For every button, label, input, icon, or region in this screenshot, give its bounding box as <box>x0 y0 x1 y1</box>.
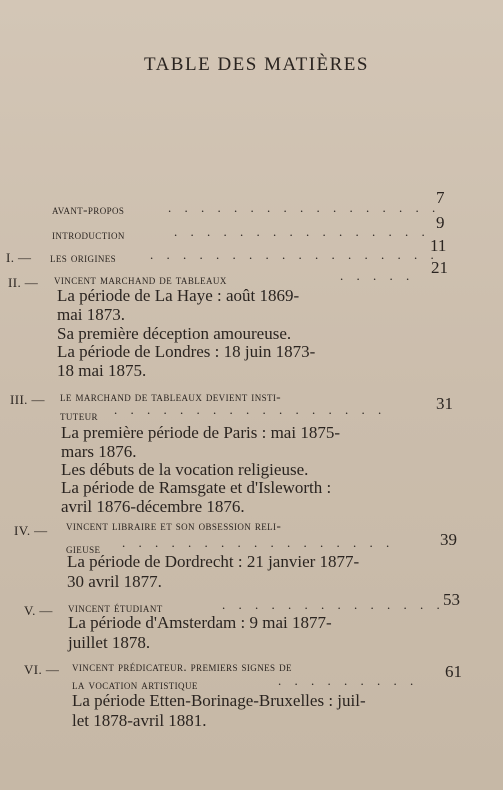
toc-chapter-number: IV. — <box>14 523 48 538</box>
toc-subentry: let 1878-avril 1881. <box>72 711 207 730</box>
toc-page-number: 39 <box>440 530 457 549</box>
toc-heading-continued: gieuse <box>66 541 101 556</box>
toc-leader-dots: . . . . . . . . . . . . . . . . . <box>114 402 387 417</box>
toc-heading: introduction <box>52 227 125 242</box>
toc-heading: le marchand de tableaux devient insti- <box>60 389 282 404</box>
toc-leader-dots: . . . . . . . . . . . . . . . . . <box>122 535 395 550</box>
page-title: TABLE DES MATIÈRES <box>144 54 369 75</box>
toc-chapter-number: I. — <box>6 250 32 265</box>
toc-heading: vincent marchand de tableaux <box>54 272 227 287</box>
toc-page-number: 61 <box>445 662 462 681</box>
toc-chapter-number: VI. — <box>24 662 60 677</box>
toc-page-number: 11 <box>430 236 447 255</box>
toc-leader-dots: . . . . . . . . . . . . . . . . . . <box>150 247 439 262</box>
toc-subentry: mars 1876. <box>61 442 137 461</box>
toc-page-number: 53 <box>443 590 460 609</box>
toc-subentry: La première période de Paris : mai 1875- <box>61 423 340 442</box>
toc-subentry: juillet 1878. <box>68 633 151 652</box>
toc-subentry: La période de Londres : 18 juin 1873- <box>57 342 316 361</box>
toc-subentry: La période de Ramsgate et d'Isleworth : <box>61 478 332 497</box>
toc-leader-dots: . . . . . . . . . . . . . . <box>222 597 445 612</box>
toc-heading: vincent libraire et son obsession reli- <box>66 518 282 533</box>
toc-subentry: 18 mai 1875. <box>57 361 147 380</box>
toc-heading-continued: la vocation artistique <box>72 677 198 692</box>
toc-page-number: 21 <box>431 258 448 277</box>
toc-leader-dots: . . . . . . . . . <box>278 673 419 688</box>
toc-subentry: La période de La Haye : août 1869- <box>57 286 300 305</box>
toc-chapter-number: V. — <box>24 603 53 618</box>
toc-page-number: 7 <box>436 188 445 207</box>
toc-subentry: La période de Dordrecht : 21 janvier 1877- <box>67 552 360 571</box>
toc-page-number: 31 <box>436 394 453 413</box>
toc-subentry: 30 avril 1877. <box>67 572 162 591</box>
toc-heading: vincent prédicateur. premiers signes de <box>72 659 292 674</box>
toc-leader-dots: . . . . . . . . . . . . . . . . <box>174 224 430 239</box>
toc-subentry: La période d'Amsterdam : 9 mai 1877- <box>68 613 332 632</box>
toc-subentry: Les débuts de la vocation religieuse. <box>61 460 309 479</box>
toc-heading: vincent étudiant <box>68 600 163 615</box>
toc-page-number: 9 <box>436 213 445 232</box>
toc-chapter-number: III. — <box>10 392 45 407</box>
toc-chapter-number: II. — <box>8 275 39 290</box>
toc-heading-continued: tuteur <box>60 408 98 423</box>
toc-subentry: La période Etten-Borinage-Bruxelles : juil- <box>72 691 366 710</box>
toc-subentry: mai 1873. <box>57 305 125 324</box>
toc-leader-dots: . . . . . <box>340 268 415 283</box>
toc-heading: les origines <box>50 250 117 265</box>
toc-subentry: avril 1876-décembre 1876. <box>61 497 245 516</box>
toc-heading: avant-propos <box>52 202 125 217</box>
toc-subentry: Sa première déception amoureuse. <box>57 324 292 343</box>
toc-leader-dots: . . . . . . . . . . . . . . . . . <box>168 200 441 215</box>
